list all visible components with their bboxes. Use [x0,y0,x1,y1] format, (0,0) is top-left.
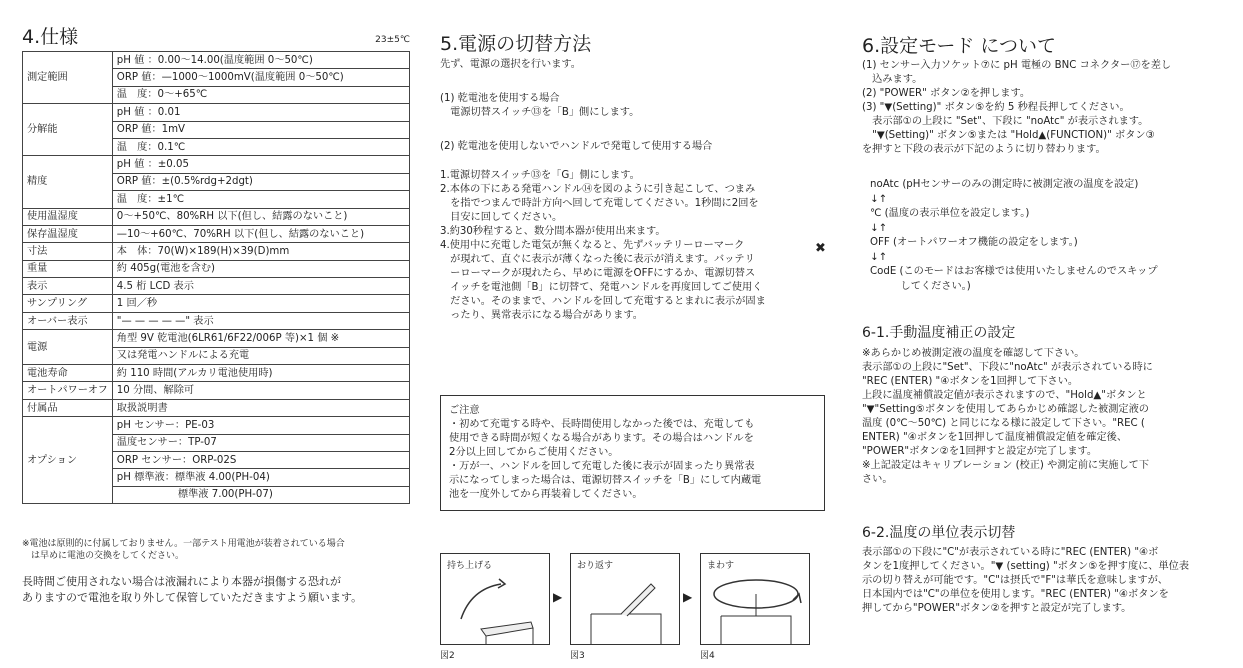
spec-row [23,382,410,399]
caution-line: 使用できる時間が短くなる場合があります。その場合はハンドルを [449,433,754,444]
power-intro: 先ず、電源の選択を行います。 [440,59,581,70]
spec-label: 重量 [23,260,113,277]
spec-value: 1 回／秒 [112,295,409,312]
settings-line: を押すと下段の表示が下記のように切り替わります。 [862,144,1106,155]
spec-row [23,104,410,121]
spec-value: 10 分間、解除可 [112,382,409,399]
unit-switch-line: 示の切り替えが可能です。"C"は摂氏で"F"は華氏を意味しますが、 [862,575,1168,586]
figure-2-label: 持ち上げる [447,561,493,571]
settings-line: 表示部①の上段に "Set"、下段に "noAtc" が表示されます。 [862,116,1149,127]
manual-temp-line: 温度 (0℃～50℃) と同じになる様に設定して下さい。"REC ( [862,418,1145,429]
manual-temp-line: さい。 [862,474,893,485]
spec-value: pH 値 ：0.01 [112,104,409,121]
battery-case-line: (1) 乾電池を使用する場合 [440,93,560,104]
battery-case [440,92,639,120]
manual-temp-line: "REC (ENTER) "④ボタンを1回押して下さい。 [862,376,1079,387]
power-step-line: 4.使用中に充電した電気が無くなると、先ずバッテリーローマーク [440,240,745,251]
caution-line: 2分以上回してからご使用ください。 [449,447,619,458]
spec-value: 0～+50℃、80%RH 以下(但し、結露のないこと) [112,208,409,225]
spec-value: "— — — — —" 表示 [112,312,409,329]
manual-temp-line: ※あらかじめ被測定液の温度を確認して下さい。 [862,348,1085,359]
spec-value: 標準液 7.00(PH-07) [112,486,409,503]
battery-low-icon: ✖ [815,241,826,256]
power-step-line: ださい。そのままで、ハンドルを回して充電するとまれに表示が固ま [440,296,766,307]
power-step-line: 2.本体の下にある発電ハンドル⑭を図のように引き起こして、つまみ [440,184,756,195]
spec-value: ORP 値：1mV [112,121,409,138]
spec-label: 寸法 [23,243,113,260]
spec-value: 温 度：±1℃ [112,191,409,208]
spec-value: 本 体：70(W)×189(H)×39(D)mm [112,243,409,260]
caution-box [440,395,825,511]
spec-value: 取扱説明書 [112,399,409,416]
lift-handle-illustration [441,554,549,644]
manual-temp-line: "POWER"ボタン②を1回押すと設定が完了します。 [862,446,1098,457]
spec-row [23,312,410,329]
spec-label: サンプリング [23,295,113,312]
power-step-line: 1.電源切替スイッチ⑬を「G」側にします。 [440,170,640,181]
arrow-right-icon: ▶ [553,590,563,604]
figure-3-label: おり返す [577,561,614,571]
caution-line: 示になってしまった場合は、電源切替スイッチを「B」にして内蔵電 [449,475,762,486]
power-step-line: イッチを電池側「B」に切替て、発電ハンドルを再度回してご使用く [440,282,763,293]
rotate-handle-illustration [701,554,809,644]
spec-row [23,260,410,277]
handle-case: (2) 乾電池を使用しないでハンドルで発電して使用する場合 [440,141,713,152]
spec-value: 約 110 時間(アルカリ電池使用時) [112,365,409,382]
spec-value: 角型 9V 乾電池(6LR61/6F22/006P 等)×1 個 ※ [112,330,409,347]
manual-temp-line: 上段に温度補償設定値が表示されますので、"Hold▲"ボタンと [862,390,1147,401]
mode-line: ↓↑ [870,222,888,234]
figure-4-label: まわす [707,561,735,571]
settings-line: (2) "POWER" ボタン②を押します。 [862,88,1031,99]
spec-label: オートパワーオフ [23,382,113,399]
power-step-line: が現れて、直ぐに表示が薄くなった後に表示が消えます。バッテリ [440,254,755,265]
battery-case-line: 電源切替スイッチ⑬を「B」側にします。 [440,107,640,118]
manual-temp-lines [862,347,1153,487]
spec-label: オプション [23,417,113,504]
manual-temp-line: 表示部①の上段に"Set"、下段に"noAtc" が表示されている時に [862,362,1153,373]
spec-label: 表示 [23,278,113,295]
spec-value: 約 405g(電池を含む) [112,260,409,277]
spec-label: 測定範囲 [23,52,113,104]
mode-line: CodE (このモードはお客様では使用いたしませんのでスキップ [870,266,1158,277]
spec-label: 精度 [23,156,113,208]
spec-label: 電源 [23,330,113,365]
storage-note [22,574,362,606]
figure-2 [440,553,550,645]
figure-4 [700,553,810,645]
unit-switch-line: 表示部①の下段に"C"が表示されている時に"REC (ENTER) "④ボ [862,547,1159,558]
spec-value: pH センサー：PE-03 [112,417,409,434]
spec-value: —10～+60℃、70%RH 以下(但し、結露のないこと) [112,225,409,242]
storage-line: ありますので電池を取り外して保管していただきますよう願います。 [22,591,363,604]
temp-note: 23±5℃ [375,35,410,45]
caution-line: ・万が一、ハンドルを回して充電した後に表示が固まったり異常表 [449,461,755,472]
footnote-line: は早めに電池の交換をしてください。 [22,551,185,561]
figure-2-caption: 図2 [440,651,455,661]
spec-value: 温 度：0～+65℃ [112,86,409,103]
footnote-line: ※電池は原則的に付属しておりません。一部テスト用電池が装着されている場合 [22,539,345,549]
settings-line: (1) センサー入力ソケット⑦に pH 電極の BNC コネクター⑰を差し [862,60,1172,71]
manual-temp-line: "▼"Setting⑤ボタンを使用してあらかじめ確認した被測定液の [862,404,1149,415]
settings-title: 6.設定モード について [862,35,1057,57]
power-step-line: を指でつまんで時計方向へ回して充電してください。1秒間に2回を [440,198,759,209]
manual-temp-line: ※上記設定はキャリブレーション (校正) や測定前に実施して下 [862,460,1150,471]
mode-line: ↓↑ [870,251,888,263]
spec-value: 4.5 桁 LCD 表示 [112,278,409,295]
spec-row [23,208,410,225]
spec-row [23,156,410,173]
arrow-right-icon: ▶ [683,590,693,604]
mode-line: noAtc (pHセンサーのみの測定時に被測定液の温度を設定) [870,179,1139,190]
caution-line: ・初めて充電する時や、長時間使用しなかった後では、充電しても [449,419,755,430]
spec-value: pH 値 ：0.00～14.00(温度範囲 0～50℃) [112,52,409,69]
spec-value: ORP センサー：ORP-02S [112,451,409,468]
mode-line: してください。) [870,280,971,292]
unit-switch-line: タンを1度押してください。"▼ (setting) "ボタン⑤を押す度に、単位表 [862,561,1190,572]
caution-line: 池を一度外してから再装着してください。 [449,489,643,500]
spec-value: pH 値 ：±0.05 [112,156,409,173]
power-step-line: ーローマークが現れたら、早めに電源をOFFにするか、電源切替ス [440,268,756,279]
spec-table [22,51,410,504]
spec-row [23,365,410,382]
spec-row [23,243,410,260]
settings-modes [870,178,1158,294]
spec-label: 使用温湿度 [23,208,113,225]
spec-row [23,278,410,295]
unit-switch-line: 押してから"POWER"ボタン②を押すと設定が完了します。 [862,603,1132,614]
mode-line: ℃ (温度の表示単位を設定します。) [870,208,1030,219]
spec-value: ORP 値：—1000～1000mV(温度範囲 0～50℃) [112,69,409,86]
spec-row [23,399,410,416]
unit-switch-line: 日本国内では"C"の単位を使用します。"REC (ENTER) "④ボタンを [862,589,1169,600]
spec-row [23,330,410,347]
spec-label: 付属品 [23,399,113,416]
power-step-line: 目安に回してください。 [440,212,563,223]
settings-line: 込みます。 [862,74,923,85]
spec-row [23,52,410,69]
storage-line: 長時間ご使用されない場合は液漏れにより本器が損傷する恐れが [22,575,341,588]
settings-line: (3) "▼(Setting)" ボタン⑤を約 5 秒程長押してください。 [862,102,1130,113]
figure-3-caption: 図3 [570,651,585,661]
unit-switch-title: 6-2.温度の単位表示切替 [862,525,1016,541]
spec-label: オーバー表示 [23,312,113,329]
battery-footnote [22,538,345,562]
unit-switch-lines [862,546,1189,616]
spec-value: 温度センサー：TP-07 [112,434,409,451]
spec-title: 4.仕様 [22,26,79,48]
figure-3 [570,553,680,645]
mode-line: ↓↑ [870,193,888,205]
spec-row [23,225,410,242]
power-title: 5.電源の切替方法 [440,33,592,55]
caution-title: ご注意 [449,405,480,416]
caution-lines [449,418,816,502]
power-steps [440,169,766,323]
manual-temp-title: 6-1.手動温度補正の設定 [862,325,1016,341]
spec-value: 温 度：0.1℃ [112,138,409,155]
spec-row [23,417,410,434]
spec-label: 電池寿命 [23,365,113,382]
power-step-line: ったり、異常表示になる場合があります。 [440,310,643,321]
spec-label: 保存温湿度 [23,225,113,242]
fold-handle-illustration [571,554,679,644]
spec-value: 又は発電ハンドルによる充電 [112,347,409,364]
figure-4-caption: 図4 [700,651,715,661]
spec-value: ORP 値：±(0.5%rdg+2dgt) [112,173,409,190]
manual-temp-line: ENTER) "④ボタンを1回押して温度補償設定値を確定後、 [862,432,1128,443]
settings-steps [862,59,1171,157]
power-step-line: 3.約30秒程すると、数分間本器が使用出来ます。 [440,226,666,237]
mode-line: OFF (オートパワーオフ機能の設定をします。) [870,237,1078,248]
spec-label: 分解能 [23,104,113,156]
spec-row [23,295,410,312]
spec-value: pH 標準液：標準液 4.00(PH-04) [112,469,409,486]
settings-line: "▼(Setting)" ボタン⑤または "Hold▲(FUNCTION)" ボタン③ [862,130,1155,141]
